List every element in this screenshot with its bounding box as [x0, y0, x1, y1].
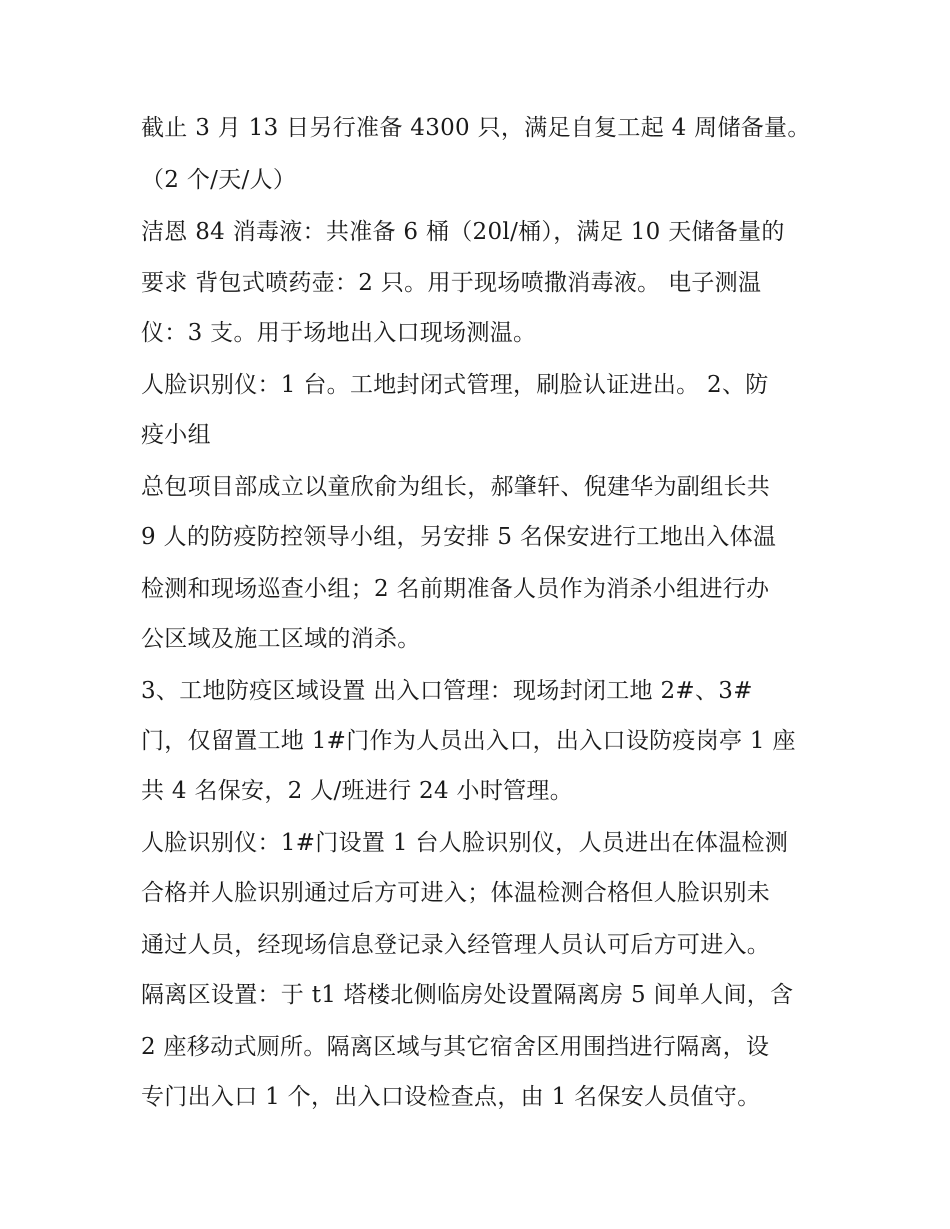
- text-line: 隔离区设置：于 t1 塔楼北侧临房处设置隔离房 5 间单人间，含: [141, 982, 794, 1008]
- text-line: 检测和现场巡查小组；2 名前期准备人员作为消杀小组进行办: [141, 576, 770, 602]
- text-line: 门，仅留置工地 1#门作为人员出入口，出入口设防疫岗亭 1 座: [141, 728, 796, 754]
- text-line: 合格并人脸识别通过后方可进入；体温检测合格但人脸识别未: [141, 880, 771, 906]
- text-line: 2 座移动式厕所。隔离区域与其它宿舍区用围挡进行隔离，设: [141, 1034, 770, 1060]
- text-line: 3、工地防疫区域设置 出入口管理：现场封闭工地 2#、3#: [141, 678, 753, 704]
- text-line: 要求 背包式喷药壶：2 只。用于现场喷撒消毒液。 电子测温: [141, 270, 762, 296]
- text-line: 仪：3 支。用于场地出入口现场测温。: [141, 320, 537, 346]
- text-line: 人脸识别仪：1#门设置 1 台人脸识别仪，人员进出在体温检测: [141, 830, 789, 856]
- text-line: 公区域及施工区域的消杀。: [141, 626, 421, 652]
- text-line: 通过人员，经现场信息登记录入经管理人员认可后方可进入。: [141, 932, 771, 958]
- text-line: （2 个/天/人）: [141, 167, 297, 193]
- text-line: 洁恩 84 消毒液：共准备 6 桶（20l/桶），满足 10 天储备量的: [141, 219, 785, 245]
- text-line: 疫小组: [141, 422, 211, 448]
- text-line: 总包项目部成立以童欣俞为组长，郝肇轩、倪建华为副组长共: [141, 474, 771, 500]
- text-line: 截止 3 月 13 日另行准备 4300 只，满足自复工起 4 周储备量。: [141, 115, 811, 141]
- text-line: 共 4 名保安，2 人/班进行 24 小时管理。: [141, 778, 574, 804]
- text-line: 9 人的防疫防控领导小组，另安排 5 名保安进行工地出入体温: [141, 524, 777, 550]
- text-line: 人脸识别仪：1 台。工地封闭式管理，刷脸认证进出。 2、防: [141, 372, 769, 398]
- text-line: 专门出入口 1 个，出入口设检查点，由 1 名保安人员值守。: [141, 1084, 761, 1110]
